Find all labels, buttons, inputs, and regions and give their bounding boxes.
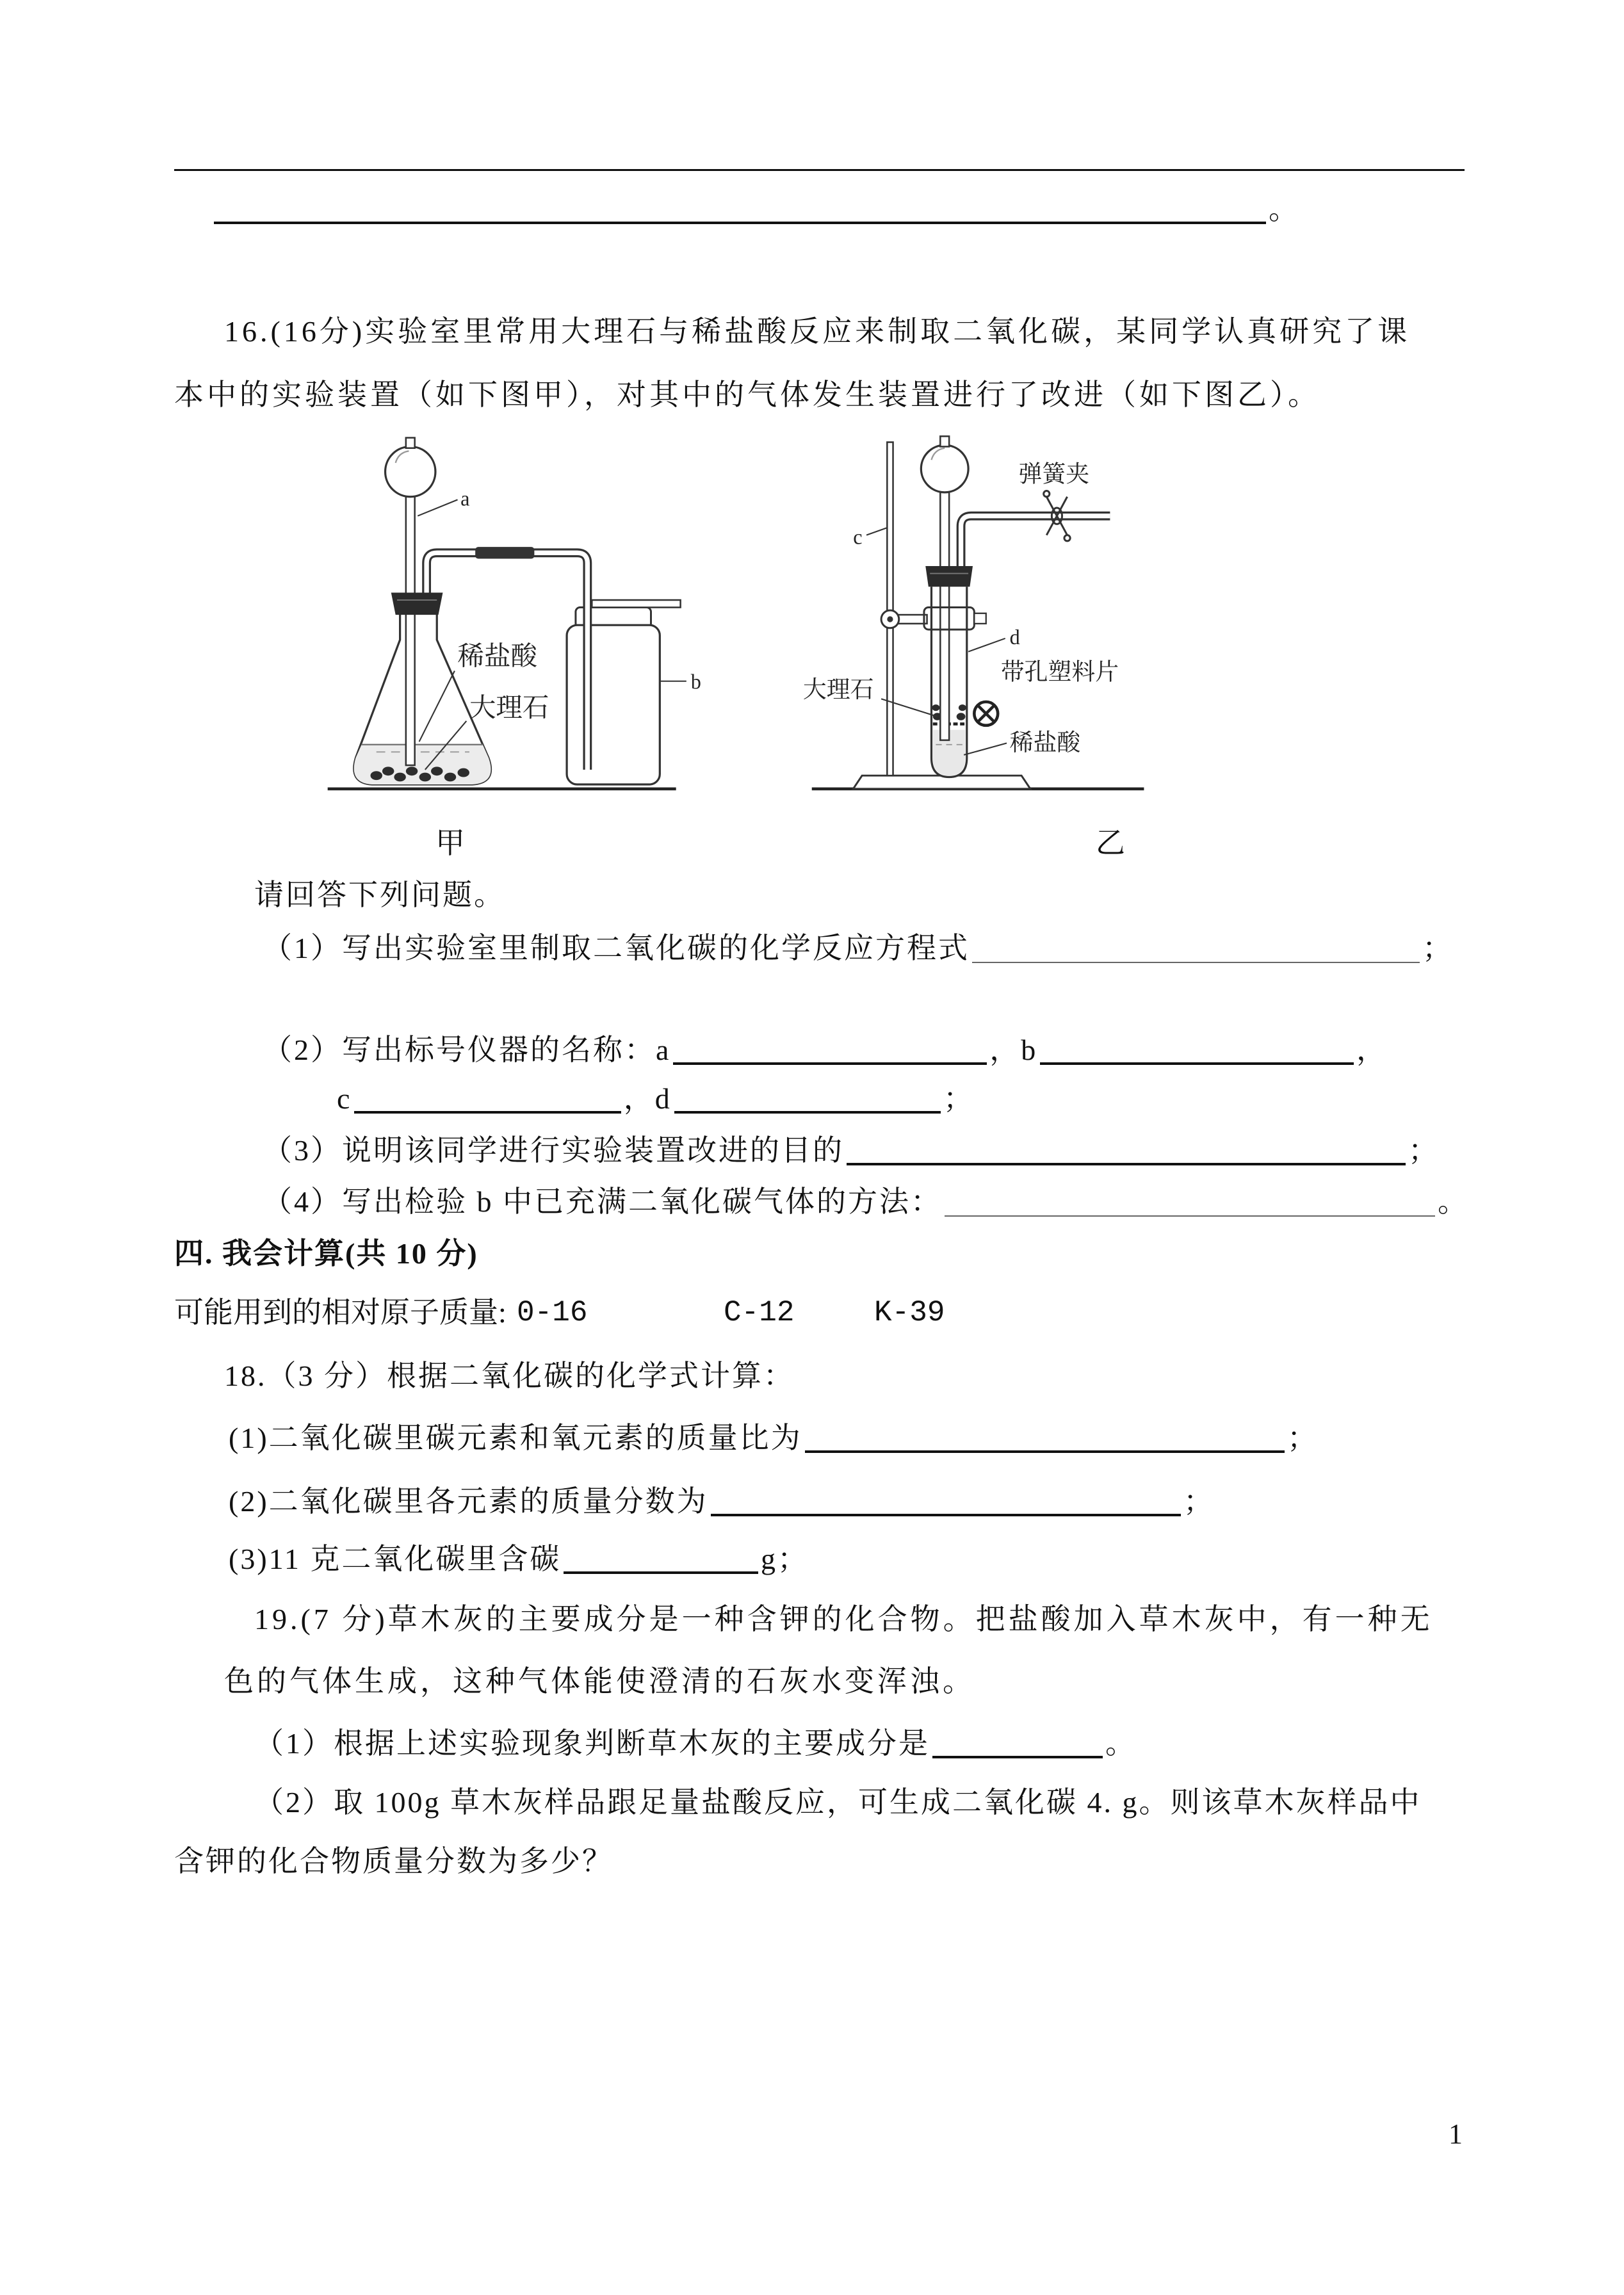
label-acid-jia: 稀盐酸: [457, 641, 537, 671]
rubber-stopper: [391, 593, 443, 615]
figure-caption-yi: 乙: [1096, 827, 1127, 859]
stand-rod: [887, 442, 893, 776]
instrument-label-b: b: [1021, 1034, 1038, 1066]
question-text: （3）说明该同学进行实验装置改进的目的: [263, 1134, 844, 1167]
stand-base: [853, 775, 1030, 789]
top-answer-rule: [174, 169, 1465, 171]
q16-part1: [263, 929, 1454, 968]
label-marble-jia: 大理石: [469, 693, 549, 723]
instrument-label-d: d: [654, 1082, 672, 1115]
q19-line1: 19.(7 分)草木灰的主要成分是一种含钾的化合物。把盐酸加入草木灰中，有一种无: [254, 1603, 1433, 1635]
atomic-mass-c: C-12: [724, 1296, 795, 1329]
answer-blank: [945, 1190, 1435, 1217]
atomic-masses-line: [174, 1293, 1007, 1332]
answer-blank: [711, 1488, 1181, 1516]
end-mark: 。: [1269, 193, 1300, 225]
punctuation: ；: [1287, 1422, 1319, 1454]
q16-part3: [263, 1131, 1440, 1170]
answer-blank-a: [673, 1037, 987, 1065]
punctuation: ，: [989, 1034, 1021, 1066]
q19-part2-line1: （2）取 100g 草木灰样品跟足量盐酸反应，可生成二氧化碳 4. g。则该草木灰样品中: [254, 1786, 1422, 1819]
question-text: （1）根据上述实验现象判断草木灰的主要成分是: [254, 1727, 930, 1760]
q16-intro-line1: 16.(16分)实验室里常用大理石与稀盐酸反应来制取二氧化碳，某同学认真研究了课: [224, 315, 1411, 348]
punctuation: ，: [623, 1082, 655, 1115]
q19-part2-line2: 含钾的化合物质量分数为多少？: [174, 1845, 613, 1877]
question-text: (1)二氧化碳里碳元素和氧元素的质量比为: [229, 1422, 802, 1454]
q16-part4: [263, 1183, 1469, 1221]
funnel-mouth: [940, 436, 949, 446]
section-title: 四. 我会计算(共 10 分): [174, 1237, 478, 1270]
apparatus-figure: [310, 435, 1166, 818]
atomic-masses-label: 可能用到的相对原子质量:: [174, 1296, 507, 1329]
q16-part2: [263, 1031, 1388, 1069]
q18-title: 18.（3 分）根据二氧化碳的化学式计算：: [224, 1359, 795, 1392]
q18-part3: [229, 1540, 809, 1578]
punctuation: 。: [1438, 1185, 1469, 1218]
label-spring-clip: 弹簧夹: [1018, 460, 1090, 487]
leader-a: [418, 499, 457, 515]
question-text: （1）写出实验室里制取二氧化碳的化学反应方程式: [263, 932, 970, 964]
funnel-mouth: [406, 438, 415, 448]
leader-c: [866, 528, 887, 535]
question-text: （4）写出检验 b 中已充满二氧化碳气体的方法：: [263, 1185, 942, 1218]
unit-and-punctuation: g；: [761, 1543, 809, 1575]
q19-part1: [254, 1724, 1137, 1763]
funnel-stem: [940, 492, 949, 740]
atomic-mass-k: K-39: [874, 1296, 945, 1329]
instrument-label-c: c: [337, 1082, 352, 1115]
label-a: a: [460, 487, 470, 510]
atomic-mass-o: 0-16: [517, 1296, 588, 1329]
leader-d: [968, 638, 1005, 652]
rubber-connector: [475, 547, 534, 558]
answer-blank: [972, 936, 1420, 963]
funnel-bulb: [386, 446, 435, 496]
punctuation: 。: [1105, 1727, 1137, 1760]
answer-blank: [214, 196, 1266, 224]
delivery-tube-yi: [961, 516, 1110, 569]
label-b: b: [690, 670, 701, 693]
punctuation: ；: [943, 1082, 975, 1115]
punctuation: ；: [1183, 1485, 1215, 1518]
q18-part2: [229, 1482, 1215, 1521]
perforated-plate-symbol: [974, 702, 998, 726]
page-number: 1: [1449, 2118, 1463, 2150]
q16-prompt: 请回答下列问题。: [254, 879, 505, 911]
punctuation: ；: [1422, 932, 1454, 964]
answer-blank: [805, 1425, 1285, 1453]
answer-blank: [847, 1137, 1406, 1165]
label-acid-yi: 稀盐酸: [1009, 729, 1081, 756]
rubber-stopper-yi: [925, 566, 973, 587]
answer-blank-d: [674, 1085, 941, 1114]
question-text: （2）写出标号仪器的名称：: [263, 1034, 656, 1066]
label-c: c: [853, 525, 863, 549]
clamp-screw: [974, 613, 986, 624]
answer-blank-c: [354, 1085, 621, 1114]
punctuation: ，: [1356, 1034, 1388, 1066]
q19-line2: 色的气体生成，这种气体能使澄清的石灰水变浑浊。: [224, 1665, 975, 1698]
funnel-bulb: [921, 445, 968, 492]
q16-intro-line2: 本中的实验装置（如下图甲），对其中的气体发生装置进行了改进（如下图乙）。: [174, 378, 1320, 411]
answer-blank: [932, 1730, 1103, 1758]
gas-collecting-bottle: [567, 608, 660, 784]
question-text: (2)二氧化碳里各元素的质量分数为: [229, 1485, 708, 1518]
funnel-stem: [406, 495, 415, 765]
glass-plate: [592, 600, 680, 608]
instrument-label-a: a: [656, 1034, 671, 1066]
figure-caption-jia: 甲: [435, 827, 467, 859]
punctuation: ；: [1408, 1134, 1440, 1167]
q18-part1: [229, 1419, 1319, 1457]
apparatus-yi: [803, 436, 1144, 789]
answer-blank-b: [1040, 1037, 1354, 1065]
leader-acid-yi: [964, 743, 1007, 755]
label-perforated-plate: 带孔塑料片: [1000, 658, 1119, 685]
label-d: d: [1009, 626, 1020, 649]
answer-blank: [564, 1546, 758, 1574]
top-answer-line: [211, 190, 1300, 229]
q16-part2-cont: [337, 1080, 975, 1118]
label-marble-yi: 大理石: [802, 676, 874, 703]
bottle-body: [567, 625, 660, 784]
question-text: (3)11 克二氧化碳里含碳: [229, 1543, 562, 1575]
apparatus-jia: [328, 438, 701, 789]
